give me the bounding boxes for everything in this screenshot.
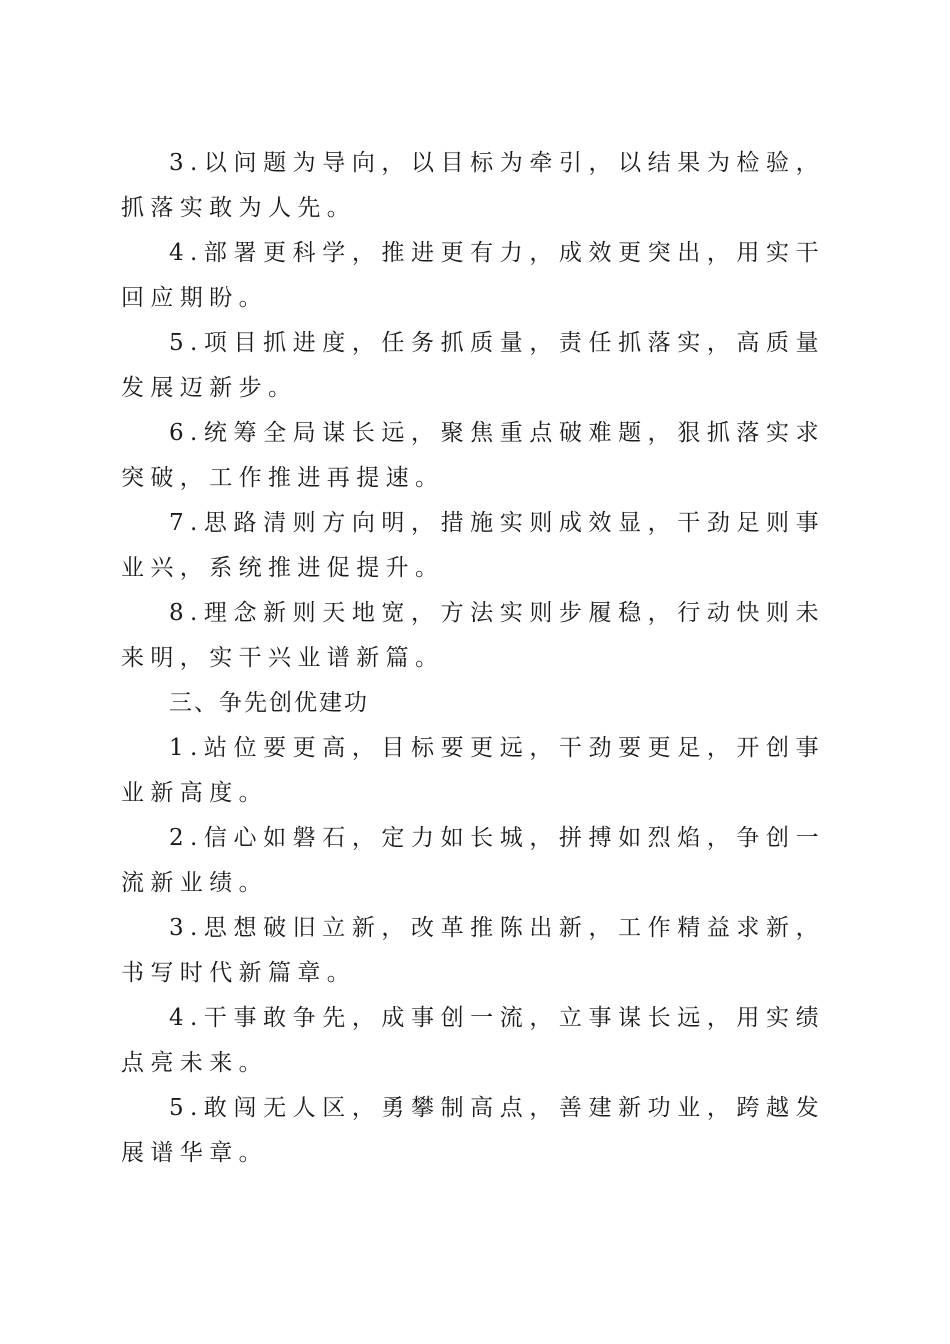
list-item: 4.部署更科学，推进更有力，成效更突出，用实干回应期盼。 [121,240,825,311]
list-item: 6.统筹全局谋长远，聚焦重点破难题，狠抓落实求突破，工作推进再提速。 [121,420,825,491]
list-item: 7.思路清则方向明，措施实则成效显，干劲足则事业兴，系统推进促提升。 [121,510,825,581]
list-item: 1.站位要更高，目标要更远，干劲要更足，开创事业新高度。 [121,735,825,806]
list-item: 4.干事敢争先，成事创一流，立事谋长远，用实绩点亮未来。 [121,1005,825,1076]
section-heading: 三、争先创优建功 [169,690,369,716]
list-item: 3.以问题为导向，以目标为牵引，以结果为检验，抓落实敢为人先。 [121,150,825,221]
list-item: 8.理念新则天地宽，方法实则步履稳，行动快则未来明，实干兴业谱新篇。 [121,600,825,671]
list-item: 2.信心如磐石，定力如长城，拼搏如烈焰，争创一流新业绩。 [121,825,825,896]
list-item: 5.敢闯无人区，勇攀制高点，善建新功业，跨越发展谱华章。 [121,1095,825,1166]
list-item: 3.思想破旧立新，改革推陈出新，工作精益求新，书写时代新篇章。 [121,915,825,986]
list-item: 5.项目抓进度，任务抓质量，责任抓落实，高质量发展迈新步。 [121,330,825,401]
document-body [121,141,825,1176]
